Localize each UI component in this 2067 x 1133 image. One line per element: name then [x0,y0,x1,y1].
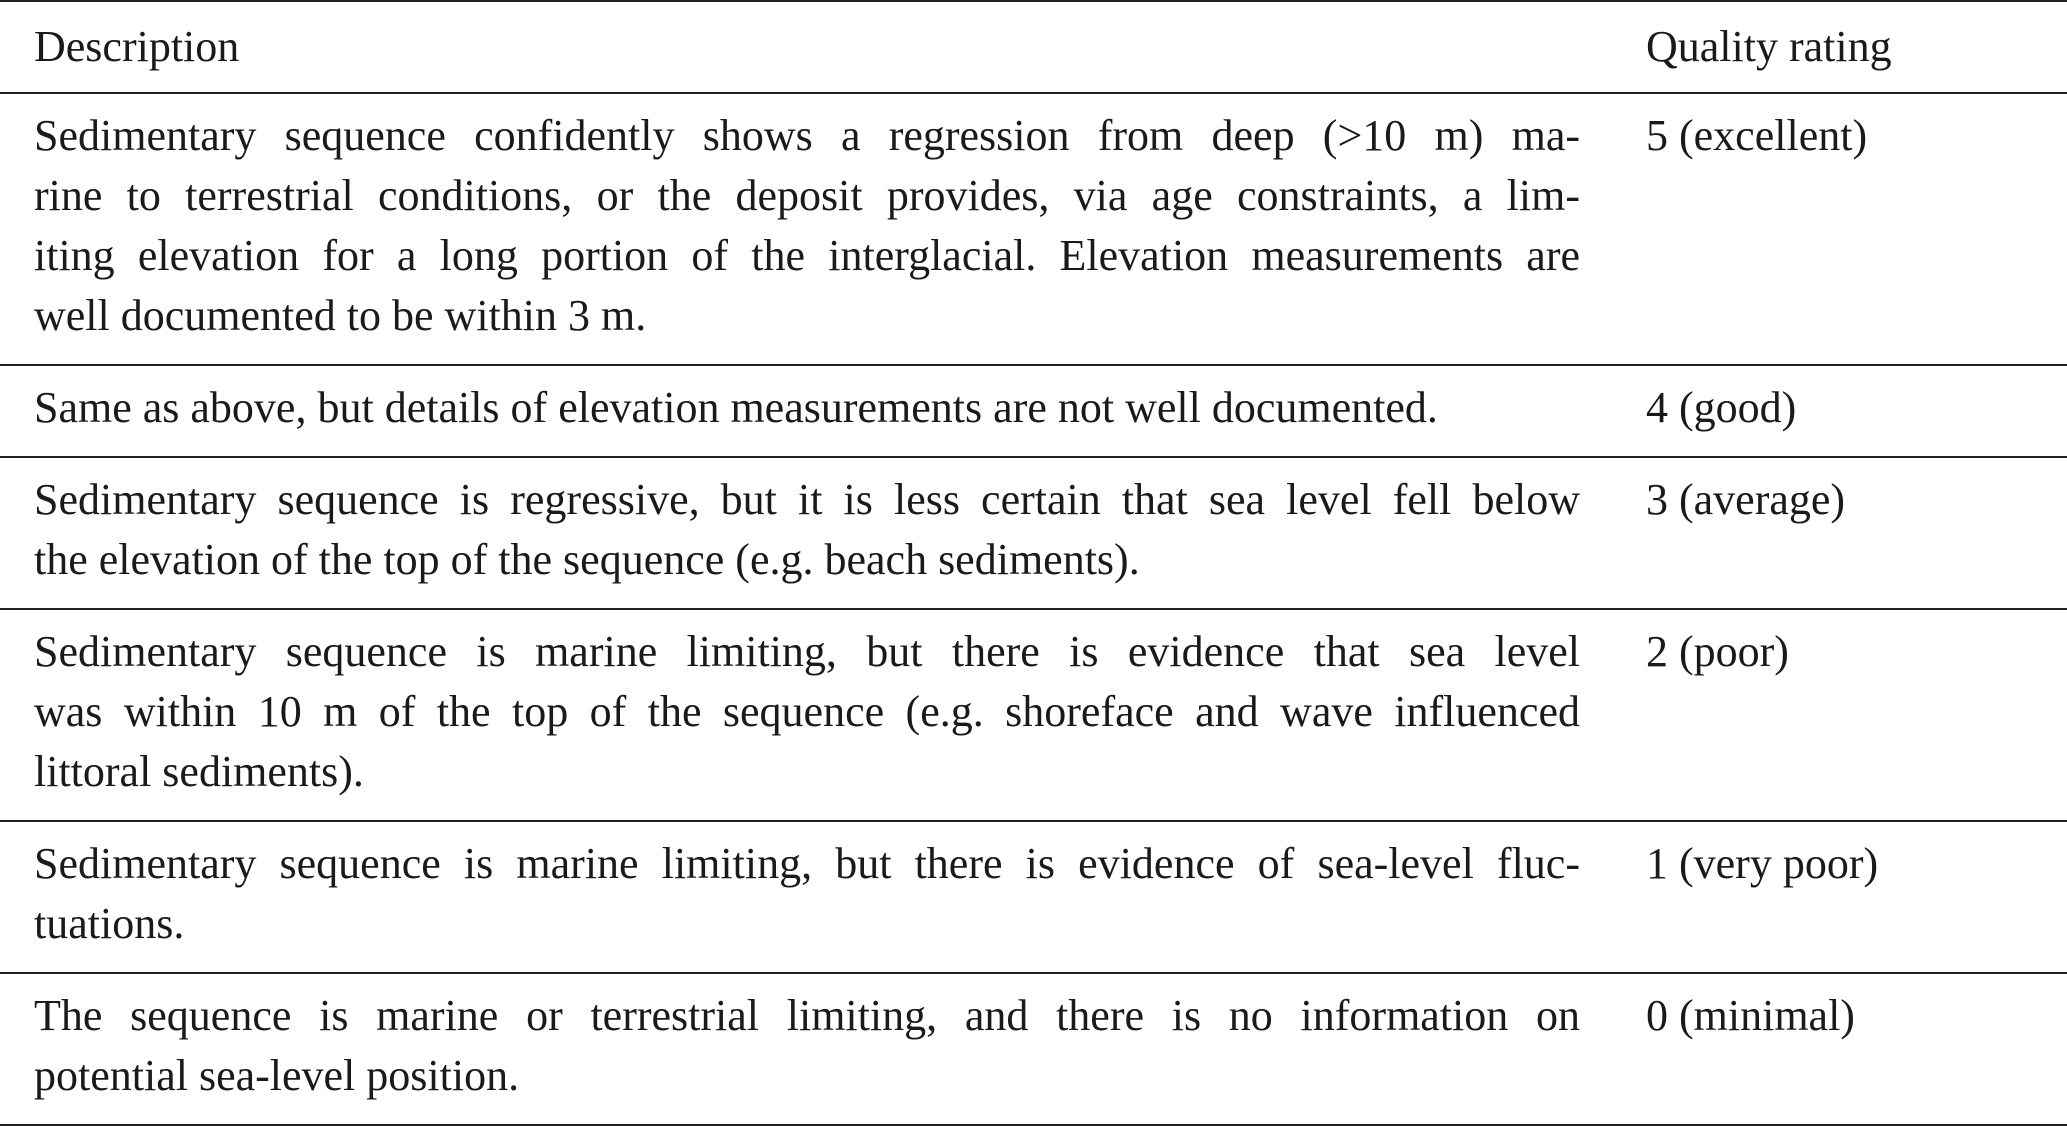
description-cell [0,93,1612,365]
description-line: Same as above, but details of elevation measurements are not well documented. [34,383,1438,432]
description-line: Sedimentary sequence is marine limiting, but there is evidence that sea level [34,627,1580,676]
header-row [0,1,2067,93]
description-cell [0,821,1612,973]
description-line: was within 10 m of the top of the sequence (e.g. shoreface and wave influenced [34,687,1580,736]
header-quality-rating: Quality rating [1646,22,1892,71]
description-line: tuations. [34,899,185,948]
table-row [0,609,2067,821]
rating-cell: 3 (average) [1646,475,1846,524]
description-line: littoral sediments). [34,747,364,796]
description-line: the elevation of the top of the sequence (e.g. beach sediments). [34,535,1140,584]
description-line: Sedimentary sequence is marine limiting, but there is evidence of sea-level fluc- [34,839,1580,888]
description-line: iting elevation for a long portion of the interglacial. Elevation measurements are [34,231,1580,280]
rating-cell: 5 (excellent) [1646,111,1868,160]
description-line: The sequence is marine or terrestrial limiting, and there is no information on [34,991,1580,1040]
header-description: Description [34,22,240,71]
table-header [0,1,2067,93]
rating-cell: 1 (very poor) [1646,839,1879,888]
description-line: Sedimentary sequence confidently shows a regression from deep (>10 m) ma- [34,111,1580,160]
description-cell [0,365,1612,457]
table-row [0,93,2067,365]
table-row [0,457,2067,609]
description-line: Sedimentary sequence is regressive, but it is less certain that sea level fell below [34,475,1580,524]
description-line: rine to terrestrial conditions, or the deposit provides, via age constraints, a lim- [34,171,1580,220]
table-row [0,821,2067,973]
description-cell [0,457,1612,609]
rating-cell: 0 (minimal) [1646,991,1855,1040]
rating-cell: 2 (poor) [1646,627,1789,676]
description-line: potential sea-level position. [34,1051,520,1100]
rating-cell: 4 (good) [1646,383,1797,432]
table-row [0,973,2067,1125]
description-line: well documented to be within 3 m. [34,291,647,340]
description-cell [0,973,1612,1125]
description-cell [0,609,1612,821]
table-body [0,93,2067,1125]
table-row [0,365,2067,457]
